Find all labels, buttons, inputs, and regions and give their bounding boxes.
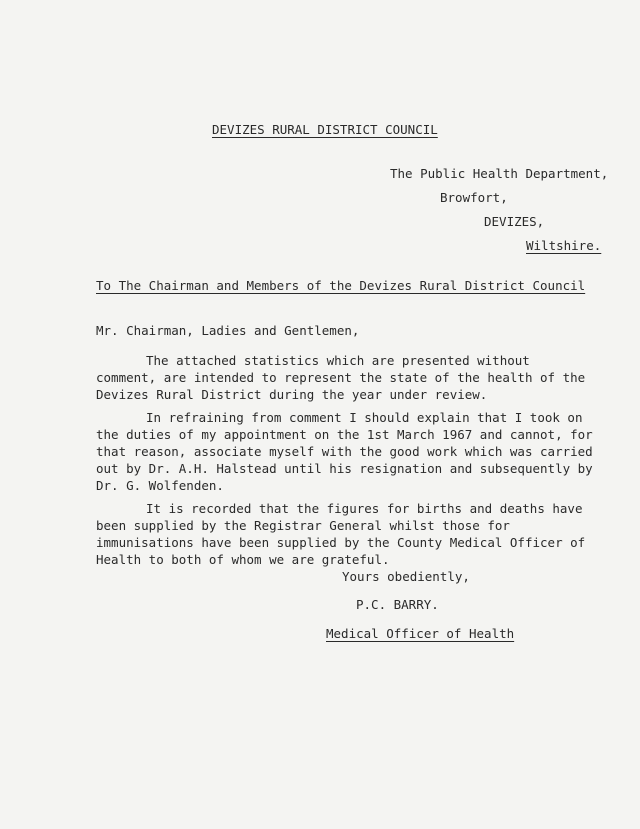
address-line-3: DEVIZES, [484,214,545,229]
paragraph-1 [96,352,596,403]
paragraph-1-text: The attached statistics which are presented without comment, are intended to represent the state of the health of the Devizes Rural District during the year under review. [96,353,586,402]
council-heading: DEVIZES RURAL DISTRICT COUNCIL [212,122,438,137]
paragraph-3 [96,500,596,568]
signatory-title: Medical Officer of Health [326,626,515,641]
valediction: Yours obediently, [342,569,470,584]
address-line-4: Wiltshire. [526,238,602,253]
address-line-2: Browfort, [440,190,508,205]
salutation: Mr. Chairman, Ladies and Gentlemen, [96,323,360,338]
signatory-name: P.C. BARRY. [356,597,439,612]
paragraph-2-text: In refraining from comment I should explain that I took on the duties of my appointment on the 1st March 1967 and cannot, for that reason, associate myself with the good work which was carried out by Dr. A.H. Halstead until his resignation and subsequently by Dr. G. Wolfenden. [96,410,593,493]
paragraph-3-text: It is recorded that the figures for births and deaths have been supplied by the Registrar General whilst those for immunisations have been supplied by the County Medical Officer of Health to both of whom we are grateful. [96,501,586,567]
paragraph-2 [96,409,596,494]
address-line-1: The Public Health Department, [390,166,609,181]
addressee-line: To The Chairman and Members of the Devizes Rural District Council [96,278,586,293]
